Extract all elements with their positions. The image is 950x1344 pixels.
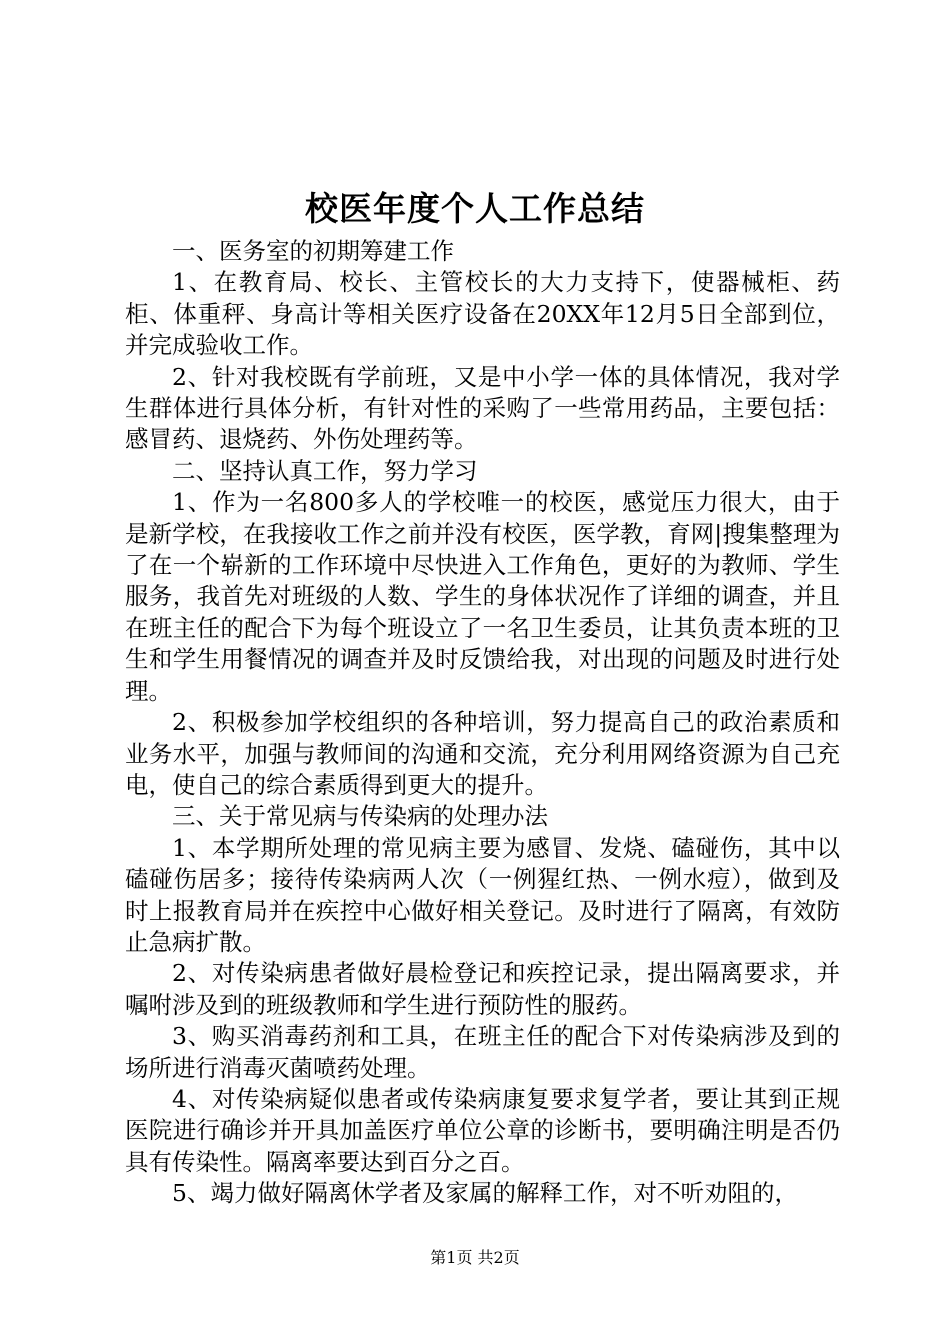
paragraph: 1、本学期所处理的常见病主要为感冒、发烧、磕碰伤，其中以磕碰伤居多；接待传染病两人次（一例猩红热、一例水痘），做到及时上报教育局并在疾控中心做好相关登记。及时进行了隔离，有效防止急病扩散。 bbox=[125, 833, 840, 956]
document-title: 校医年度个人工作总结 bbox=[305, 189, 645, 228]
section-heading-1: 一、医务室的初期筹建工作 bbox=[172, 237, 454, 265]
paragraph: 2、针对我校既有学前班，又是中小学一体的具体情况，我对学生群体进行具体分析，有针对性的采购了一些常用药品，主要包括：感冒药、退烧药、外伤处理药等。 bbox=[125, 362, 840, 454]
paragraph: 5、竭力做好隔离休学者及家属的解释工作，对不听劝阻的， bbox=[172, 1179, 798, 1208]
paragraph: 1、作为一名800多人的学校唯一的校医，感觉压力很大，由于是新学校，在我接收工作之前并没有校医，医学教，育网|搜集整理为了在一个崭新的工作环境中尽快进入工作角色，更好的为教师、学生服务，我首先对班级的人数、学生的身体状况作了详细的调查，并且在班主任的配合下为每个班设立了一名卫生委员，让其负责本班的卫生和学生用餐情况的调查并及时反馈给我，对出现的问题及时进行处理。 bbox=[125, 488, 840, 705]
document-body bbox=[125, 236, 840, 1210]
paragraph: 2、对传染病患者做好晨检登记和疾控记录，提出隔离要求，并嘱咐涉及到的班级教师和学生进行预防性的服药。 bbox=[125, 959, 840, 1019]
paragraph: 1、在教育局、校长、主管校长的大力支持下，使器械柜、药柜、体重秤、身高计等相关医疗设备在20XX年12月5日全部到位，并完成验收工作。 bbox=[125, 268, 840, 360]
section-heading-3: 三、关于常见病与传染病的处理办法 bbox=[172, 802, 548, 831]
paragraph: 3、购买消毒药剂和工具，在班主任的配合下对传染病涉及到的场所进行消毒灭菌喷药处理。 bbox=[125, 1022, 840, 1082]
paragraph: 2、积极参加学校组织的各种培训，努力提高自己的政治素质和业务水平，加强与教师间的沟通和交流，充分利用网络资源为自己充电，使自己的综合素质得到更大的提升。 bbox=[125, 708, 840, 799]
paragraph: 4、对传染病疑似患者或传染病康复要求复学者，要让其到正规医院进行确诊并开具加盖医疗单位公章的诊断书，要明确注明是否仍具有传染性。隔离率要达到百分之百。 bbox=[125, 1084, 840, 1176]
section-heading-2: 二、坚持认真工作，努力学习 bbox=[172, 456, 478, 485]
page-footer: 第1页 共2页 bbox=[430, 1248, 520, 1267]
